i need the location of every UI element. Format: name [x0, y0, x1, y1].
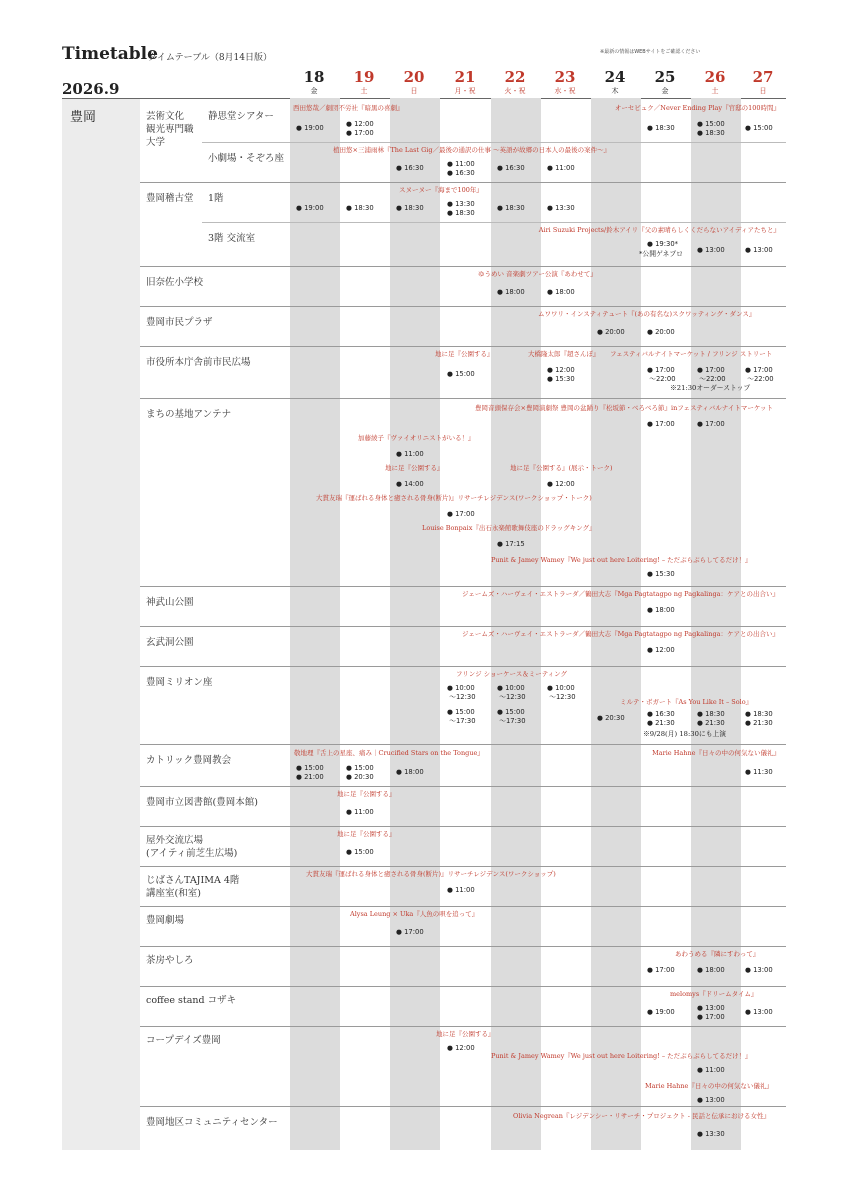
column-shade — [491, 98, 541, 1150]
event-time: ● 13:00 — [745, 1008, 773, 1016]
day-number: 19 — [353, 68, 375, 86]
event-title: ムワワリ・インスティテュート『(あの有名な)スクワッティング・ダンス』 — [538, 310, 756, 318]
event-time: ● 12:00 — [547, 480, 575, 488]
event-time: ● 18:30 — [647, 124, 675, 132]
event-title: あわうめる『隣にすわって』 — [675, 950, 760, 958]
event-time: ● 12:00 ● 17:00 — [346, 120, 374, 137]
event-title: ゆうめい 音楽劇ツアー公演『あわせて』 — [478, 270, 597, 278]
day-weekday: 金 — [661, 87, 669, 95]
event-time: ● 12:00 — [447, 1044, 475, 1052]
event-title: 大貫友瑞『運ばれる身体と癒される骨身(断片)』リサーチレジデンス(ワークショップ・トーク) — [316, 494, 592, 502]
day-header-22 — [491, 68, 539, 96]
venue-name: 豊岡劇場 — [146, 915, 185, 926]
event-title: 加藤綾子『ヴァイオリニストがいる！』 — [358, 434, 475, 442]
note-text: ※21:30オーダーストップ — [670, 384, 751, 392]
row-divider — [140, 906, 786, 907]
column-shade — [290, 98, 340, 1150]
event-time: ● 15:00 — [447, 370, 475, 378]
day-header-20 — [390, 68, 438, 96]
day-header-21 — [441, 68, 489, 96]
row-divider — [140, 786, 786, 787]
day-header-27 — [739, 68, 787, 96]
day-weekday: 水・祝 — [554, 87, 576, 95]
event-time: ● 13:00 — [697, 1096, 725, 1104]
page-subtitle: タイムテーブル（8月14日版） — [148, 53, 273, 63]
venue-name: 豊岡ミリオン座 — [146, 677, 213, 688]
event-time: ● 14:00 — [396, 480, 424, 488]
venue-name: じばさんTAJIMA 4階 講座室(和室) — [146, 875, 240, 899]
venue-name: 屋外交流広場 (アイティ前芝生広場) — [146, 835, 238, 859]
day-header-26 — [691, 68, 739, 96]
event-title: フリンジ ショーケース＆ミーティング — [456, 670, 568, 678]
event-time: ● 13:30 — [547, 204, 575, 212]
day-number: 21 — [454, 68, 476, 86]
event-title: 地に足『公園する』 — [385, 464, 444, 472]
event-time: ● 11:00 — [346, 808, 374, 816]
day-number: 23 — [554, 68, 576, 86]
day-number: 27 — [752, 68, 774, 86]
event-time: ● 10:00 〜12:30 — [497, 684, 526, 701]
region-label: 豊岡 — [70, 110, 97, 125]
event-time: ● 13:30 ● 18:30 — [447, 200, 475, 217]
event-time: ● 18:00 — [396, 768, 424, 776]
event-time: ● 13:00 — [697, 246, 725, 254]
venue-name: 豊岡市民プラザ — [146, 317, 213, 328]
row-divider — [140, 1026, 786, 1027]
event-title: ジェームズ・ハーヴェイ・エストラーダ／鶴田大志『Mga Pagtatagpo ng Pagkalinga：ケアとの出合い』 — [462, 590, 779, 598]
event-time: ● 17:15 — [497, 540, 525, 548]
event-time: ● 13:00 — [745, 246, 773, 254]
event-time: ● 20:30 — [597, 714, 625, 722]
event-title: 豊岡音頭保存会×豊岡演劇祭 豊岡の盆踊り『松坂節・べろべろ節』inフェスティバルナイトマーケット — [475, 404, 774, 412]
event-time: ● 18:30 — [396, 204, 424, 212]
venue-name: 玄武洞公園 — [146, 637, 194, 648]
venue-name: 旧奈佐小学校 — [146, 277, 204, 288]
venue-name: 豊岡稽古堂 — [146, 193, 194, 204]
event-time: ● 17:00 — [647, 420, 675, 428]
event-title: Punit & Jamey Wamey『We just out here Loitering! – ただぶらぶらしてるだけ！』 — [491, 556, 752, 564]
event-title: Punit & Jamey Wamey『We just out here Loitering! – ただぶらぶらしてるだけ！』 — [491, 1052, 752, 1060]
note-text: ※9/28(月) 18:30にも上演 — [643, 730, 727, 738]
day-header-24 — [591, 68, 639, 96]
day-weekday: 火・祝 — [504, 87, 526, 95]
event-time: ● 16:30 — [396, 164, 424, 172]
event-time: ● 18:30 — [497, 204, 525, 212]
event-time: ● 15:00 ● 20:30 — [346, 764, 374, 781]
event-title: 地に足『公園する』(展示・トーク) — [510, 464, 613, 472]
day-number: 26 — [704, 68, 726, 86]
event-time: ● 11:00 — [396, 450, 424, 458]
row-divider — [140, 866, 786, 867]
row-divider — [140, 626, 786, 627]
venue-name: 神武山公園 — [146, 597, 194, 608]
event-time: ● 17:00 — [697, 420, 725, 428]
day-weekday: 土 — [711, 87, 719, 95]
event-time: ● 11:30 — [745, 768, 773, 776]
venue-name: 豊岡市立図書館(豊岡本館) — [146, 797, 258, 808]
event-time: ● 15:00 ● 18:30 — [697, 120, 725, 137]
event-time: ● 19:00 — [296, 204, 324, 212]
event-title: 地に足『公園する』 — [436, 1030, 495, 1038]
subvenue-name: 小劇場・そぞろ座 — [208, 153, 285, 164]
venue-name: 芸術文化 観光専門職 大学 — [146, 111, 194, 148]
event-time: ● 19:00 — [647, 1008, 675, 1016]
row-divider — [140, 306, 786, 307]
subvenue-name: 静思堂シアター — [208, 111, 274, 122]
event-title: 地に足『公園する』 — [337, 830, 396, 838]
row-divider — [140, 986, 786, 987]
column-shade — [591, 98, 641, 1150]
event-time: ● 19:00 — [296, 124, 324, 132]
event-title: Alysa Leung × Uka『人魚の唄を追って』 — [350, 910, 479, 918]
event-time: ● 16:30 — [497, 164, 525, 172]
event-time: ● 11:00 — [547, 164, 575, 172]
event-time: ● 17:00 〜22:00 — [745, 366, 774, 383]
notice-text: ※最新の情報はWEBサイトをご確認ください — [600, 49, 701, 55]
day-weekday: 日 — [759, 87, 767, 95]
event-title: 地に足『公園する』 — [435, 350, 494, 358]
event-title: Marie Hahne『日々の中の何気ない儀礼』 — [652, 749, 780, 757]
event-time: ● 17:00 — [396, 928, 424, 936]
event-time: ● 12:00 ● 15:30 — [547, 366, 575, 383]
row-divider — [140, 1106, 786, 1107]
sub-row-divider — [202, 222, 786, 223]
row-divider — [140, 182, 786, 183]
note-text: *公開ゲネプロ — [639, 250, 683, 258]
column-shade — [390, 98, 440, 1150]
event-time: ● 17:00 — [447, 510, 475, 518]
day-number: 18 — [303, 68, 325, 86]
row-divider — [140, 826, 786, 827]
event-title: 地に足『公園する』 — [337, 790, 396, 798]
row-divider — [140, 346, 786, 347]
page-title: Timetable — [62, 44, 158, 64]
day-weekday: 月・祝 — [454, 87, 476, 95]
event-time: ● 17:00 — [647, 966, 675, 974]
event-title: Louise Bonpaix『出石永楽館歌舞伎座のドラッグキング』 — [422, 524, 596, 532]
event-time: ● 18:30 — [346, 204, 374, 212]
venue-name: まちの基地アンテナ — [146, 409, 232, 420]
sub-row-divider — [202, 142, 786, 143]
event-time: ● 15:30 — [647, 570, 675, 578]
event-time: ● 15:00 — [745, 124, 773, 132]
row-divider — [140, 666, 786, 667]
day-weekday: 土 — [360, 87, 368, 95]
event-time: ● 13:00 ● 17:00 — [697, 1004, 725, 1021]
event-time: ● 18:00 — [697, 966, 725, 974]
event-time: ● 11:00 — [697, 1066, 725, 1074]
event-title: Olivia Negrean『レジデンシー・リサーチ・プロジェクト - 民話と伝承における女性』 — [513, 1112, 771, 1120]
event-title: スヌーヌー『海まで100年』 — [399, 186, 483, 194]
event-time: ● 17:00 〜22:00 — [647, 366, 676, 383]
event-time: ● 11:00 — [447, 886, 475, 894]
row-divider — [140, 398, 786, 399]
event-time: ● 18:30 ● 21:30 — [697, 710, 725, 727]
event-time: ● 15:00 — [346, 848, 374, 856]
event-time: ● 20:00 — [597, 328, 625, 336]
venue-name: カトリック豊岡教会 — [146, 755, 232, 766]
day-weekday: 木 — [611, 87, 619, 95]
day-number: 24 — [604, 68, 626, 86]
event-title: フェスティバルナイトマーケット / フリンジ ストリート — [610, 350, 773, 358]
event-time: ● 15:00 〜17:30 — [447, 708, 476, 725]
day-weekday: 金 — [310, 87, 318, 95]
event-title: Marie Hahne『日々の中の何気ない儀礼』 — [645, 1082, 773, 1090]
event-time: ● 12:00 — [647, 646, 675, 654]
row-divider — [140, 744, 786, 745]
event-title: ミルテ・ボガート『As You Like It – Solo』 — [620, 698, 753, 706]
venue-name: コープデイズ豊岡 — [146, 1035, 221, 1046]
event-title: ジェームズ・ハーヴェイ・エストラーダ／鶴田大志『Mga Pagtatagpo ng Pagkalinga：ケアとの出合い』 — [462, 630, 779, 638]
event-title: 大貫友瑞『運ばれる身体と癒される骨身(断片)』リサーチレジデンス(ワークショップ) — [306, 870, 556, 878]
day-weekday: 日 — [410, 87, 418, 95]
event-title: melomys『ドリームタイム』 — [670, 990, 758, 998]
event-time: ● 15:00 ● 21:00 — [296, 764, 324, 781]
day-header-19 — [340, 68, 388, 96]
day-header-23 — [541, 68, 589, 96]
event-time: ● 15:00 〜17:30 — [497, 708, 526, 725]
subvenue-name: 1階 — [208, 193, 224, 204]
event-title: オーセビュク／Never Ending Play『官邸の100時間』 — [614, 104, 780, 112]
venue-name: coffee stand コザキ — [146, 995, 237, 1006]
event-time: ● 11:00 ● 16:30 — [447, 160, 475, 177]
venue-name: 豊岡地区コミュニティセンター — [146, 1117, 278, 1128]
event-time: ● 18:30 ● 21:30 — [745, 710, 773, 727]
event-time: ● 17:00 〜22:00 — [697, 366, 726, 383]
region-column — [62, 98, 140, 1150]
day-header-18 — [290, 68, 338, 96]
row-divider — [140, 586, 786, 587]
event-time: ● 19:30* — [647, 240, 679, 248]
day-number: 25 — [654, 68, 676, 86]
event-title: 敬地理『舌上の星座、痛み｜Crucified Stars on the Tongue』 — [294, 749, 484, 757]
event-time: ● 16:30 ● 21:30 — [647, 710, 675, 727]
row-divider — [140, 946, 786, 947]
event-title: 植田悠×三浦雨林『The Last Gig／最後の通訳の仕事 〜英語が故郷の日本人の最後の案件〜』 — [333, 146, 611, 154]
venue-name: 市役所本庁舎前市民広場 — [146, 357, 251, 368]
subvenue-name: 3階 交流室 — [208, 233, 256, 244]
event-time: ● 10:00 〜12:30 — [447, 684, 476, 701]
day-number: 20 — [403, 68, 425, 86]
event-time: ● 20:00 — [647, 328, 675, 336]
event-time: ● 13:00 — [745, 966, 773, 974]
event-time: ● 18:00 — [547, 288, 575, 296]
row-divider — [140, 266, 786, 267]
day-number: 22 — [504, 68, 526, 86]
event-time: ● 18:00 — [647, 606, 675, 614]
event-time: ● 18:00 — [497, 288, 525, 296]
event-title: 大橋隆太郎『超さんぽ』 — [528, 350, 600, 358]
event-title: 西田悠哉／劇団不労社『暗黒の喜劇』 — [293, 104, 404, 112]
venue-name: 茶房やしろ — [146, 955, 194, 966]
year-month: 2026.9 — [62, 80, 120, 98]
event-title: Airi Suzuki Projects/鈴木アイリ『父の素晴らしくくだらないアイディアたちと』 — [538, 226, 780, 234]
event-time: ● 13:30 — [697, 1130, 725, 1138]
day-header-25 — [641, 68, 689, 96]
event-time: ● 10:00 〜12:30 — [547, 684, 576, 701]
